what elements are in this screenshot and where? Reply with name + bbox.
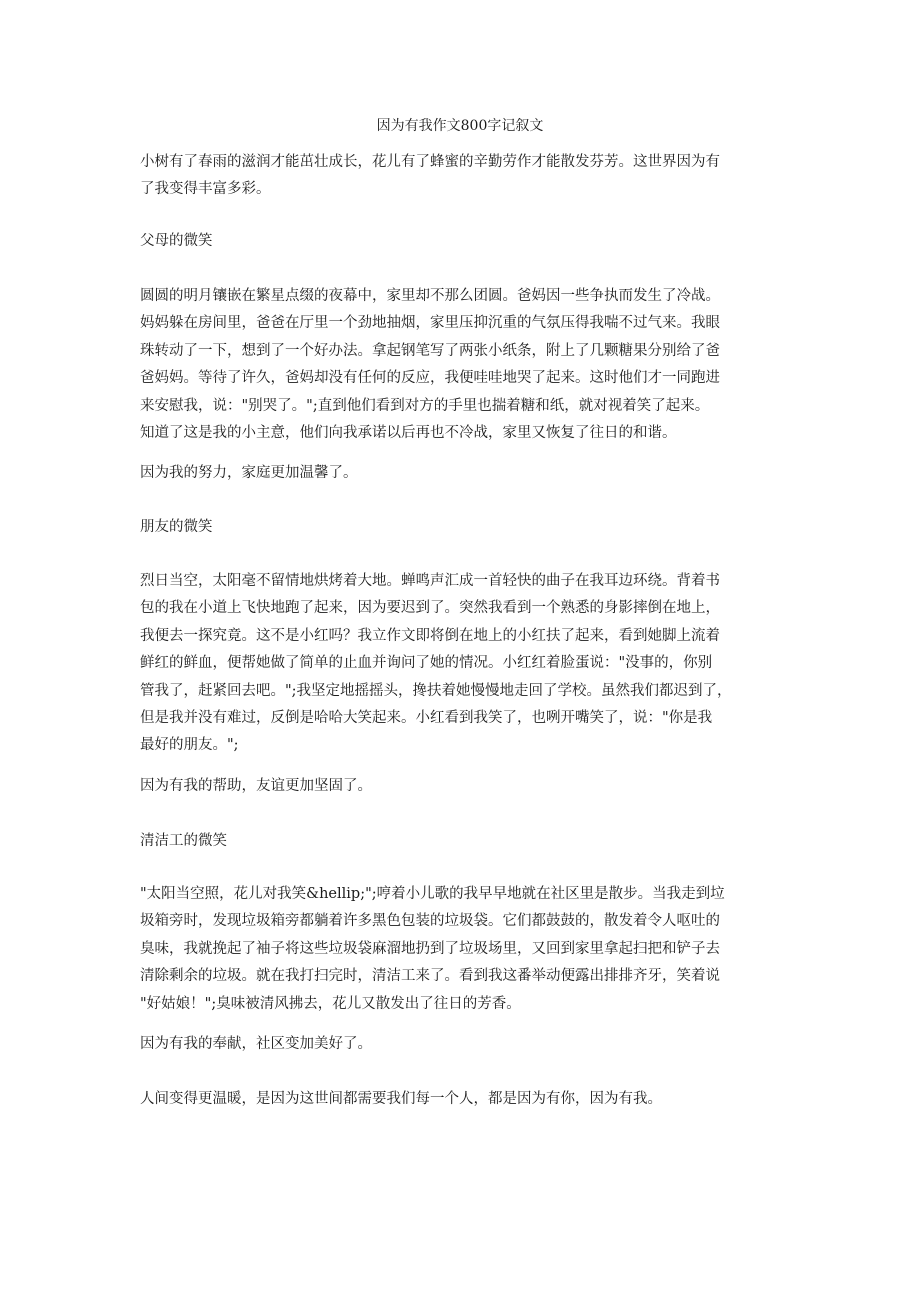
paragraph-community-conclusion — [140, 1031, 792, 1058]
text-line: 鲜红的鲜血，便帮她做了简单的止血并询问了她的情况。小红红着脸蛋说："没事的，你别 — [140, 655, 713, 672]
text-line: 清洁工的微笑 — [140, 833, 227, 849]
text-line: 因为我的努力，家庭更加温馨了。 — [140, 465, 358, 481]
text-line: 知道了这是我的小主意，他们向我承诺以后再也不冷战，家里又恢复了往日的和谐。 — [140, 425, 677, 442]
paragraph-friends — [140, 568, 792, 760]
section-heading-friends — [140, 514, 792, 541]
paragraph-family-conclusion — [140, 460, 792, 487]
text-line: 小树有了春雨的滋润才能茁壮成长，花儿有了蜂蜜的辛勤劳作才能散发芬芳。这世界因为有 — [140, 154, 720, 170]
section-heading-parents — [140, 228, 792, 255]
text-line: 来安慰我，说："别哭了。";直到他们看到对方的手里也揣着糖和纸，就对视着笑了起来。 — [140, 397, 710, 414]
text-line: 人间变得更温暖，是因为这世间都需要我们每一个人，都是因为有你，因为有我。 — [140, 1091, 662, 1107]
document-title: 因为有我作文800字记叙文 — [376, 118, 544, 134]
paragraph-final — [140, 1086, 792, 1113]
text-line: 珠转动了一下，想到了一个好办法。拿起钢笔写了两张小纸条，附上了几颗糖果分别给了爸 — [140, 342, 720, 359]
text-line: 圾箱旁时，发现垃圾箱旁都躺着许多黑色包装的垃圾袋。它们都鼓鼓的，散发着令人呕吐的 — [140, 913, 720, 930]
paragraph-intro — [140, 149, 792, 204]
text-line: 因为有我的帮助，友谊更加坚固了。 — [140, 778, 372, 794]
text-line: 但是我并没有难过，反倒是哈哈大笑起来。小红看到我笑了，也咧开嘴笑了，说："你是我 — [140, 710, 713, 727]
text-line: 因为有我的奉献，社区变加美好了。 — [140, 1036, 372, 1052]
text-line: 父母的微笑 — [140, 233, 213, 249]
text-line: 清除剩余的垃圾。就在我打扫完时，清洁工来了。看到我这番举动便露出排排齐牙，笑着说 — [140, 968, 720, 985]
text-line: 管我了，赶紧回去吧。";我坚定地摇摇头，搀扶着她慢慢地走回了学校。虽然我们都迟到了， — [140, 682, 732, 699]
paragraph-friendship-conclusion — [140, 773, 792, 800]
text-line: 圆圆的明月镶嵌在繁星点缀的夜幕中，家里却不那么团圆。爸妈因一些争执而发生了冷战。 — [140, 288, 720, 304]
text-line: 臭味，我就挽起了袖子将这些垃圾袋麻溜地扔到了垃圾场里，又回到家里拿起扫把和铲子去 — [140, 940, 720, 957]
text-line: 我便去一探究竟。这不是小红吗？我立作文即将倒在地上的小红扶了起来，看到她脚上流着 — [140, 627, 720, 644]
text-line: "太阳当空照，花儿对我笑&hellip;";哼着小儿歌的我早早地就在社区里是散步。当我走到垃 — [140, 886, 725, 902]
text-line: 最好的朋友。"; — [140, 737, 239, 754]
text-line: 朋友的微笑 — [140, 519, 213, 535]
paragraph-cleaner — [140, 881, 792, 1018]
text-line: "好姑娘！";臭味被清风拂去，花儿又散发出了往日的芳香。 — [140, 995, 521, 1012]
text-line: 妈妈躲在房间里，爸爸在厅里一个劲地抽烟，家里压抑沉重的气氛压得我喘不过气来。我眼 — [140, 315, 720, 332]
text-line: 包的我在小道上飞快地跑了起来，因为要迟到了。突然我看到一个熟悉的身影摔倒在地上， — [140, 600, 720, 617]
section-heading-cleaner — [140, 828, 792, 855]
text-line: 了我变得丰富多彩。 — [140, 181, 271, 198]
paragraph-parents — [140, 283, 792, 447]
text-line: 烈日当空，太阳毫不留情地烘烤着大地。蝉鸣声汇成一首轻快的曲子在我耳边环绕。背着书 — [140, 573, 720, 589]
text-line: 爸妈妈。等待了许久，爸妈却没有任何的反应，我便哇哇地哭了起来。这时他们才一同跑进 — [140, 370, 720, 387]
